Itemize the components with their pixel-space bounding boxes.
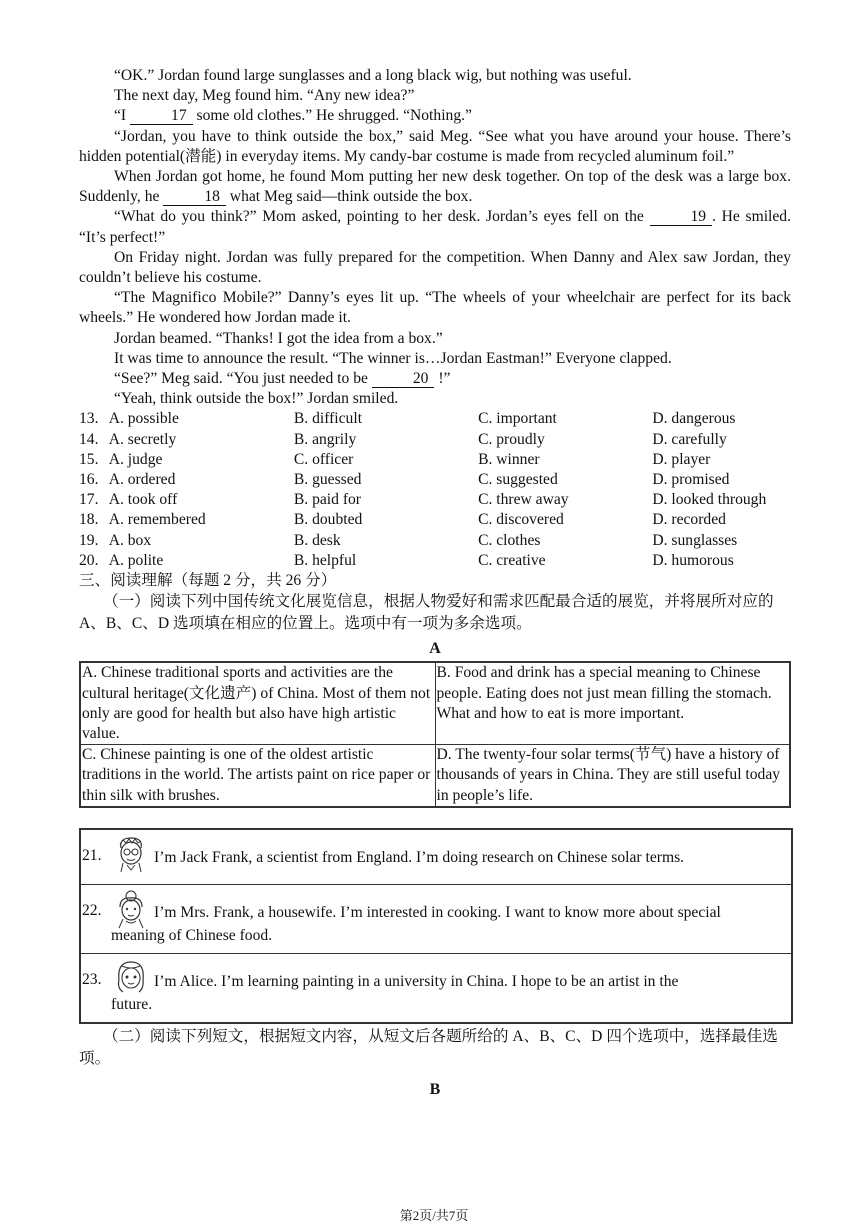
exhibition-a: A. Chinese traditional sports and activities are the cultural heritage(文化遗产) of China. Most of them not only are good for health but also have high artistic value. [80, 662, 435, 744]
story-text: what Meg said—think outside the box. [225, 188, 473, 206]
option-d[interactable]: D. humorous [652, 551, 734, 569]
option-d[interactable]: D. recorded [652, 511, 726, 529]
exhibition-d: D. The twenty-four solar terms(节气) have a history of thousands of years in China. They are still useful today in people’s life. [435, 745, 790, 807]
story-text: some old clothes.” He shrugged. “Nothing.” [192, 107, 472, 125]
exhibition-b: B. Food and drink has a special meaning to Chinese people. Eating does not just mean filling the stomach. What and how to eat is more important. [435, 662, 790, 744]
option-c[interactable]: C. suggested [478, 471, 558, 489]
option-a[interactable]: A. took off [108, 491, 178, 509]
man-avatar-icon [111, 834, 151, 874]
blank-17[interactable]: 17 [130, 107, 193, 125]
blank-18[interactable]: 18 [163, 188, 226, 206]
option-a[interactable]: A. judge [108, 450, 163, 468]
section-title: 三、阅读理解（每题 2 分，共 26 分） [79, 571, 337, 589]
exhibition-c: C. Chinese painting is one of the oldest artistic traditions in the world. The artists paint on rice paper or thin silk with brushes. [80, 745, 435, 807]
story-text: “What do you think?” Mom asked, pointing to her desk. Jordan’s eyes fell on the [114, 208, 650, 226]
option-b[interactable]: B. guessed [293, 471, 362, 489]
option-a[interactable]: A. box [108, 531, 152, 549]
story-text: !” [434, 370, 451, 388]
option-b[interactable]: B. desk [293, 531, 341, 549]
option-row [79, 430, 791, 450]
person-22 [81, 885, 791, 954]
question-number: 15. [79, 450, 99, 468]
exhibition-table [79, 661, 791, 807]
person-statement: I’m Jack Frank, a scientist from England. I’m doing research on Chinese solar terms. [154, 848, 685, 866]
person-statement: I’m Mrs. Frank, a housewife. I’m interested in cooking. I want to know more about special [154, 903, 721, 921]
option-row [79, 531, 791, 551]
option-d[interactable]: D. sunglasses [652, 531, 738, 549]
story-text: “I [114, 107, 131, 125]
option-b[interactable]: B. angrily [293, 430, 357, 448]
question-number: 19. [79, 531, 99, 549]
option-a[interactable]: A. possible [108, 410, 179, 428]
story-text: . He smiled. “It’s perfect!” [79, 208, 792, 246]
people-box [79, 828, 793, 1024]
option-d[interactable]: D. dangerous [652, 410, 736, 428]
blank-19[interactable]: 19 [650, 208, 713, 226]
woman-avatar-icon [111, 889, 151, 929]
story-line [79, 127, 791, 167]
story-text: The next day, Meg found him. “Any new idea?” [114, 87, 415, 105]
option-a[interactable]: A. secretly [108, 430, 177, 448]
option-row [79, 490, 791, 510]
option-row [79, 551, 791, 571]
question-number: 13. [79, 410, 99, 428]
question-number: 22. [82, 901, 102, 919]
story-line [79, 66, 791, 86]
page-footer: 第2页/共7页 [399, 1208, 469, 1223]
story-passage [79, 66, 791, 409]
answer-options [79, 409, 791, 571]
story-line [79, 207, 791, 247]
option-c[interactable]: B. winner [478, 450, 540, 468]
person-23 [81, 954, 791, 1022]
question-number: 23. [82, 970, 102, 988]
option-d[interactable]: D. player [652, 450, 711, 468]
option-a[interactable]: A. remembered [108, 511, 206, 529]
option-d[interactable]: D. carefully [652, 430, 727, 448]
story-line [79, 389, 791, 409]
option-c[interactable]: C. discovered [478, 511, 564, 529]
option-a[interactable]: A. polite [108, 551, 164, 569]
question-number: 20. [79, 551, 99, 569]
question-number: 18. [79, 511, 99, 529]
person-statement-cont: future. [111, 995, 153, 1013]
story-line [79, 288, 791, 328]
blank-20[interactable]: 20 [372, 370, 435, 388]
question-number: 14. [79, 430, 99, 448]
option-a[interactable]: A. ordered [108, 471, 176, 489]
option-b[interactable]: B. helpful [293, 551, 357, 569]
passage-letter-a: A [429, 640, 441, 658]
story-text: “The Magnifico Mobile?” Danny’s eyes lit up. “The wheels of your wheelchair are perfect for its back wheels.” He wondered how Jordan made it. [79, 289, 791, 327]
option-c[interactable]: C. clothes [478, 531, 541, 549]
part2-instructions: （二）阅读下列短文，根据短文内容，从短文后各题所给的 A、B、C、D 四个选项中，选择最佳选项。 [79, 1027, 778, 1067]
option-row [79, 470, 791, 490]
girl-avatar-icon [111, 958, 151, 998]
story-text: “OK.” Jordan found large sunglasses and a long black wig, but nothing was useful. [114, 67, 632, 84]
story-line [79, 106, 791, 126]
story-line [79, 369, 791, 389]
story-text: “Jordan, you have to think outside the box,” said Meg. “See what you have around your house. There’s hidden potential(潜能) in everyday items. My candy-bar costume is made from recycled aluminum foil.” [79, 127, 791, 165]
story-line [79, 167, 791, 207]
story-line [79, 86, 791, 106]
option-b[interactable]: B. doubted [293, 511, 363, 529]
story-line [79, 248, 791, 288]
story-text: “See?” Meg said. “You just needed to be [114, 370, 372, 388]
exam-page [79, 66, 791, 1102]
story-line [79, 349, 791, 369]
option-b[interactable]: B. paid for [293, 491, 362, 509]
story-text: Jordan beamed. “Thanks! I got the idea from a box.” [114, 329, 443, 347]
story-text: When Jordan got home, he found Mom putting her new desk together. On top of the desk was a large box. Suddenly, he [79, 168, 791, 206]
story-text: On Friday night. Jordan was fully prepared for the competition. When Danny and Alex saw Jordan, they couldn’t believe his costume. [79, 248, 791, 287]
option-row [79, 409, 791, 429]
person-statement: I’m Alice. I’m learning painting in a university in China. I hope to be an artist in the [154, 972, 679, 990]
question-number: 21. [82, 846, 102, 864]
part1-instructions: （一）阅读下列中国传统文化展览信息，根据人物爱好和需求匹配最合适的展览，并将展所对应的 A、B、C、D 选项填在相应的位置上。选项中有一项为多余选项。 [79, 593, 774, 633]
option-row [79, 510, 791, 530]
passage-letter-b: B [429, 1080, 441, 1098]
option-c[interactable]: C. proudly [478, 430, 545, 448]
story-text: “Yeah, think outside the box!” Jordan smiled. [114, 390, 399, 408]
option-c[interactable]: C. threw away [478, 491, 569, 509]
story-line [79, 329, 791, 349]
option-b[interactable]: B. difficult [293, 410, 363, 428]
option-row [79, 450, 791, 470]
question-number: 16. [79, 471, 99, 489]
option-c[interactable]: C. important [478, 410, 557, 428]
person-statement-cont: meaning of Chinese food. [111, 926, 273, 944]
option-b[interactable]: C. officer [293, 450, 354, 468]
question-number: 17. [79, 491, 99, 509]
option-d[interactable]: D. promised [652, 471, 730, 489]
option-c[interactable]: C. creative [478, 551, 546, 569]
person-21 [81, 830, 791, 885]
option-d[interactable]: D. looked through [652, 491, 767, 509]
story-text: It was time to announce the result. “The winner is…Jordan Eastman!” Everyone clapped. [114, 349, 672, 367]
